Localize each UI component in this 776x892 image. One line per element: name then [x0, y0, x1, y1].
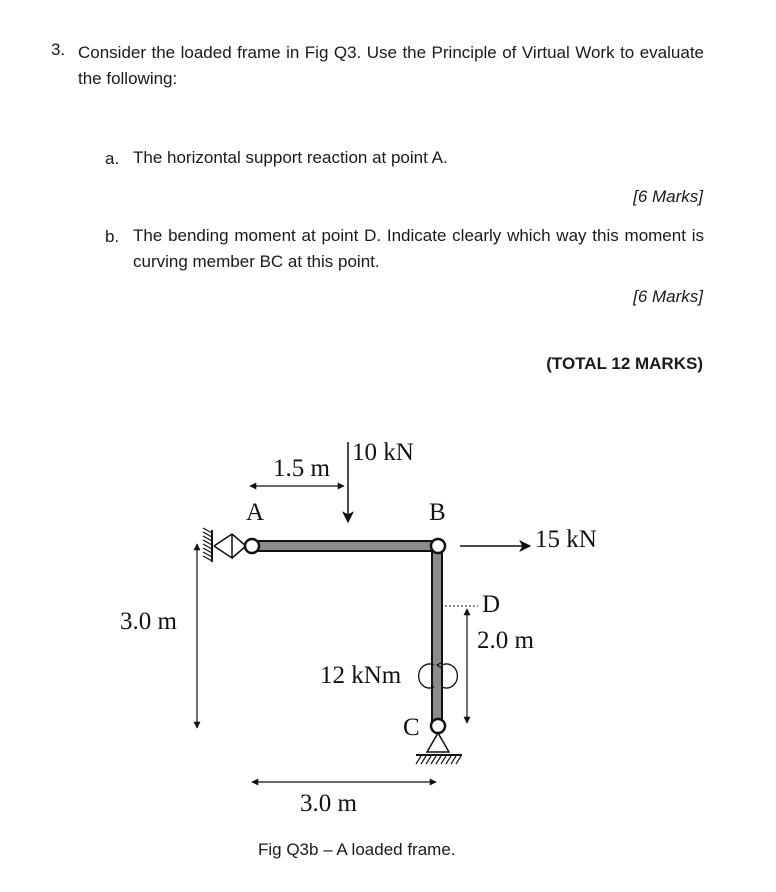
question-number: 3. — [51, 40, 66, 59]
pin-support-c — [416, 733, 462, 764]
joint-b — [431, 539, 445, 553]
d-height-label: 2.0 m — [477, 627, 534, 654]
point-c-label: C — [403, 714, 420, 741]
member-bc — [432, 546, 442, 726]
part-a-text: The horizontal support reaction at point A. — [133, 148, 448, 167]
joint-a — [245, 539, 259, 553]
part-b-letter: b. — [105, 227, 120, 246]
joint-c — [431, 719, 445, 733]
point-b-label: B — [429, 499, 446, 526]
part-b-marks: [6 Marks] — [633, 287, 703, 306]
moment-label: 12 kNm — [320, 662, 402, 689]
figure-caption: Fig Q3b – A loaded frame. — [258, 840, 456, 859]
moment-arc-right — [442, 664, 457, 688]
member-ab — [252, 541, 438, 551]
frame-height-label: 3.0 m — [120, 608, 177, 635]
point-a-label: A — [246, 499, 265, 526]
question-text: Consider the loaded frame in Fig Q3. Use the Principle of Virtual Work to evaluate the following: — [78, 43, 704, 88]
part-a-letter: a. — [105, 149, 120, 168]
part-b-text: The bending moment at point D. Indicate clearly which way this moment is curving member BC at this point. — [133, 226, 704, 271]
vertical-load-label: 10 kN — [352, 439, 414, 466]
total-marks: (TOTAL 12 MARKS) — [546, 354, 703, 373]
wall-support-a — [203, 528, 246, 562]
frame-width-label: 3.0 m — [300, 790, 357, 817]
load-offset-label: 1.5 m — [273, 455, 330, 482]
point-d-label: D — [482, 591, 501, 618]
part-a-marks: [6 Marks] — [633, 187, 703, 206]
horizontal-load-label: 15 kN — [535, 526, 597, 553]
